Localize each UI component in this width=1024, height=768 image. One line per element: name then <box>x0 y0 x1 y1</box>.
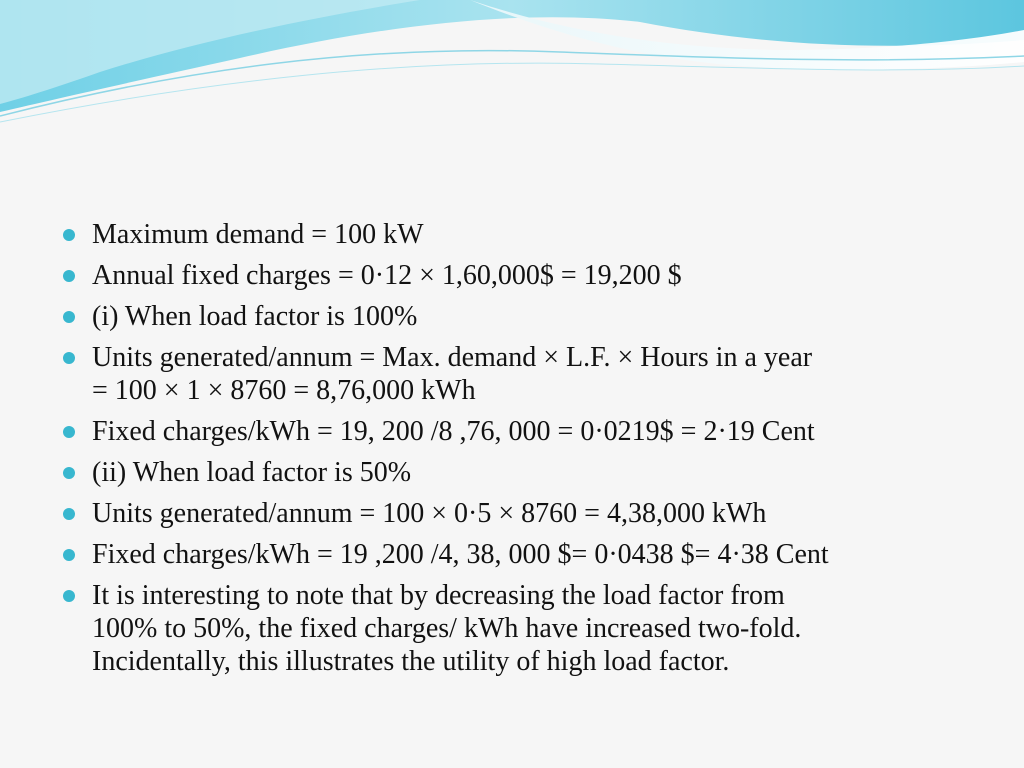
bullet-line: Fixed charges/kWh = 19, 200 /8 ,76, 000 = 0·0219$ = 2·19 Cent <box>92 416 815 447</box>
bullet-text <box>92 300 962 333</box>
bullet-item <box>62 415 962 448</box>
bullet-line: It is interesting to note that by decreasing the load factor from <box>92 580 785 611</box>
bullet-dot-icon <box>63 270 75 282</box>
bullet-dot-icon <box>63 467 75 479</box>
bullet-text <box>92 579 962 678</box>
bullet-dot-icon <box>63 352 75 364</box>
bullet-dot-icon <box>63 426 75 438</box>
bullet-text <box>92 497 962 530</box>
bullet-line: Maximum demand = 100 kW <box>92 219 424 250</box>
bullet-text <box>92 341 962 407</box>
slide-body <box>62 218 962 686</box>
bullet-dot-icon <box>63 229 75 241</box>
bullet-dot-icon <box>63 508 75 520</box>
bullet-line: Units generated/annum = 100 × 0·5 × 8760 = 4,38,000 kWh <box>92 498 767 529</box>
bullet-list <box>62 218 962 678</box>
bullet-item <box>62 259 962 292</box>
bullet-line: (i) When load factor is 100% <box>92 301 418 332</box>
bullet-dot-icon <box>63 590 75 602</box>
bullet-line: Units generated/annum = Max. demand × L.F. × Hours in a year <box>92 342 813 373</box>
header-wave-decoration <box>0 0 1024 130</box>
bullet-dot-icon <box>63 311 75 323</box>
bullet-line: 100% to 50%, the fixed charges/ kWh have increased two-fold. <box>92 613 802 644</box>
bullet-item <box>62 300 962 333</box>
bullet-line: Annual fixed charges = 0·12 × 1,60,000$ = 19,200 $ <box>92 260 682 291</box>
bullet-text <box>92 415 962 448</box>
bullet-line: Fixed charges/kWh = 19 ,200 /4, 38, 000 $= 0·0438 $= 4·38 Cent <box>92 539 829 570</box>
bullet-item <box>62 218 962 251</box>
bullet-item <box>62 341 962 407</box>
bullet-text <box>92 456 962 489</box>
bullet-dot-icon <box>63 549 75 561</box>
bullet-item <box>62 579 962 678</box>
bullet-text <box>92 538 962 571</box>
bullet-line: Incidentally, this illustrates the utility of high load factor. <box>92 646 730 677</box>
bullet-item <box>62 497 962 530</box>
bullet-text <box>92 218 962 251</box>
bullet-text <box>92 259 962 292</box>
bullet-item <box>62 538 962 571</box>
bullet-line: (ii) When load factor is 50% <box>92 457 412 488</box>
bullet-item <box>62 456 962 489</box>
bullet-line: = 100 × 1 × 8760 = 8,76,000 kWh <box>92 375 476 406</box>
